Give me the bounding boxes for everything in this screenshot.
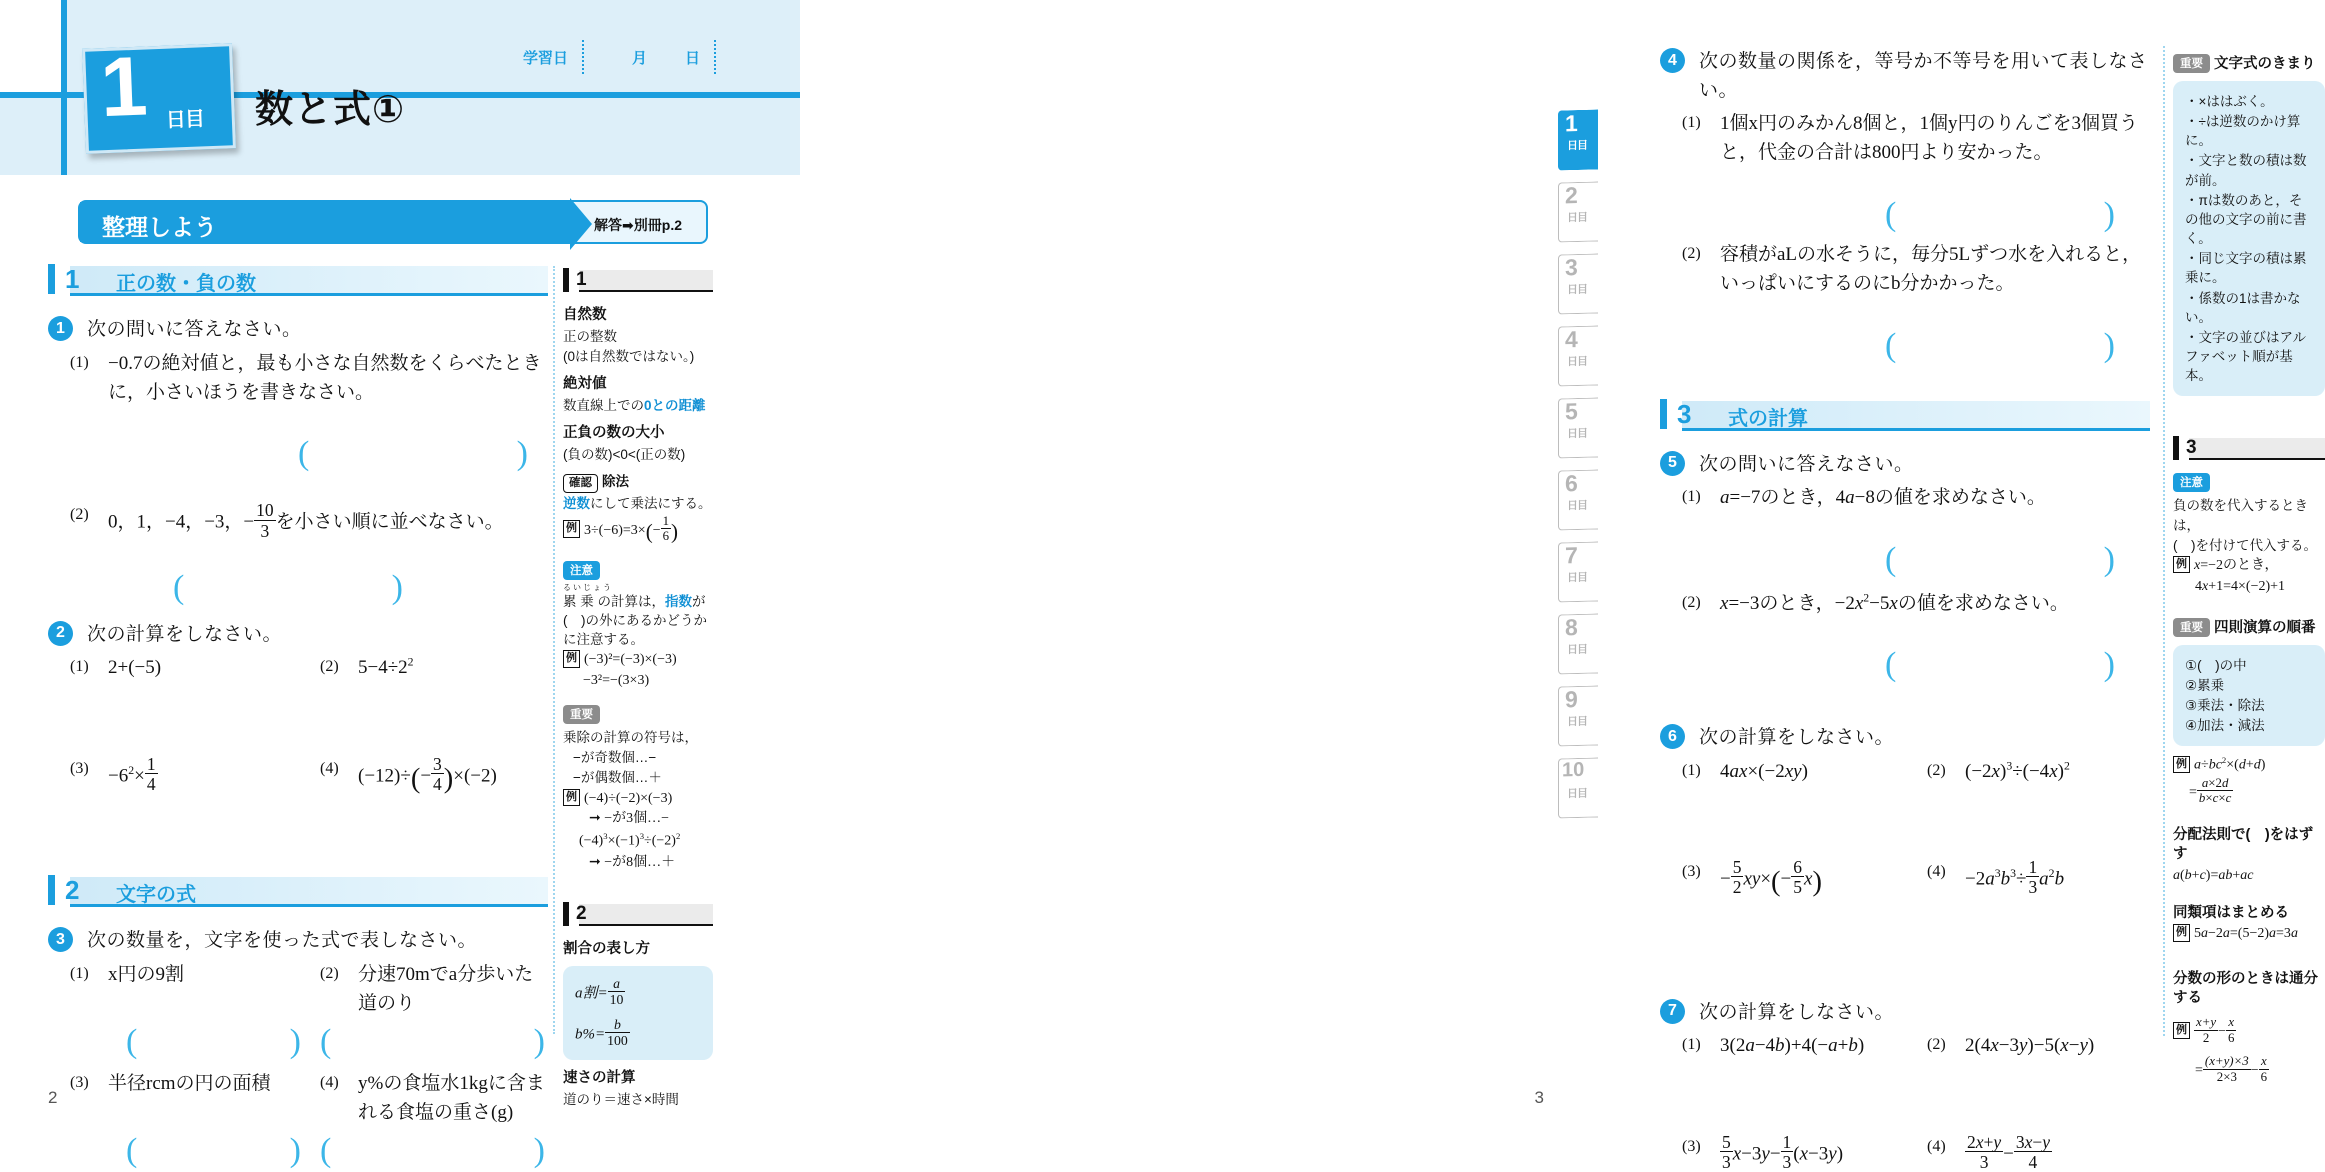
page-number-left: 2 [48,1088,58,1107]
item-text: 半径rcmの円の面積 [108,1072,271,1094]
item-2-2 [298,653,548,682]
note-heading-natural-number: 自然数 [563,307,607,323]
example-tag: 例 [2173,556,2190,574]
note-text: るいじょう 累 乗 の計算は，指数が( )の外にあるかどうかに注意する。 [563,584,713,649]
answer-reference: 解答➡別冊p.2 [594,217,682,233]
note-section-bar [2189,438,2325,460]
note-section-bar [579,904,713,926]
formula-wari: a割= $\frac{a}{10}$ [575,975,624,1008]
question-prompt: 次の数量を，文字を使った式で表しなさい。 [87,930,478,952]
subsection-title: 式の計算 [1728,407,1808,430]
item-label: (2) [320,658,339,676]
item-expression: $\frac{2x+y}{3}$ − $\frac{3x-y}{4}$ [1967,1131,2050,1172]
item-2-4 [298,755,548,802]
note-example: 例 $\frac{x+y}{2}$ − $\frac{x}{6}$ [2173,1016,2325,1045]
answer-blank-3-4[interactable]: ( ) [320,1131,545,1169]
header-corner-white [0,0,61,92]
tab-day-2[interactable] [1558,181,1598,242]
question-5-head [1660,451,2150,480]
tab-unit: 日目 [1567,499,1587,513]
answer-blank-5-2[interactable]: ( ) [1885,646,2115,684]
rule-item: ・同じ文字の積は累乗に。 [2185,251,2307,286]
note-caution-block-2 [2173,474,2325,493]
item-7-3 [1660,1133,1905,1172]
item-expression: − $\frac{5}{2}$ xy×(− $\frac{6}{5}$ x) [1720,857,1822,898]
question-5-items [1660,483,2150,682]
item-label: (2) [70,506,89,524]
day-badge [82,38,236,154]
note-heading-absolute-value: 絶対値 [563,376,607,393]
note-example: 例 x=−2のとき， [2173,556,2325,576]
order-item: ④加法・減法 [2185,718,2265,734]
tab-day-5[interactable] [1558,397,1598,458]
note-section-header-2 [563,904,713,930]
note-text: (負の数)<0<(正の数) [563,447,686,462]
order-item: ①( )の中 [2185,657,2247,673]
item-label: (1) [1682,488,1701,506]
item-label: (3) [1682,863,1701,881]
answer-blank-4-2[interactable]: ( ) [1885,326,2115,364]
question-block-3 [48,927,548,1167]
subsection-header-2 [48,877,548,911]
tab-number: 6 [1565,470,1578,497]
study-date-label: 学習日 [522,49,568,67]
rule-item: ・係数の1は書かない。 [2185,290,2301,325]
question-prompt: 次の計算をしなさい。 [1699,1001,1895,1023]
day-badge-unit: 日目 [165,108,205,132]
tab-number: 5 [1565,398,1578,425]
item-label: (1) [1682,1036,1701,1054]
item-text: x円の9割 [108,963,185,985]
note-heading-operation-order: 四則演算の順番 [2214,619,2316,636]
item-4-1 [1660,109,2150,168]
question-3-head [48,927,548,956]
item-expression: 2+(−5) [108,657,162,679]
question-number-badge: 4 [1660,48,1685,73]
tab-unit: 日目 [1567,787,1587,801]
tab-number: 7 [1565,542,1578,569]
important-tag: 重要 [2173,54,2210,73]
note-text: −が偶数個…＋ [573,770,662,786]
note-heading-letter-rules: 文字式のきまり [2214,56,2316,72]
tab-number: 1 [1565,110,1578,137]
tab-number: 9 [1565,686,1578,713]
tab-number: 3 [1565,254,1578,281]
right-note-column [2173,52,2325,1086]
question-6-head [1660,724,2150,753]
item-4-2 [1660,240,2150,299]
tab-day-7[interactable] [1558,541,1598,602]
example-tag: 例 [563,789,580,807]
right-page [800,0,2318,1172]
subsection-number: 3 [1660,399,1691,429]
note-example-cont: = $\frac{a\times 2d}{b\times c\times c}$ [2189,775,2232,806]
item-text: a=−7のとき，4a−8の値を求めなさい。 [1720,487,2046,509]
day-badge-number: 1 [98,38,150,135]
tab-day-4[interactable] [1558,325,1598,386]
note-example-cont: 4x+1=4×(−2)+1 [2195,578,2286,594]
note-text: 負の数を代入するときは， [2173,498,2308,533]
note-text: 数直線上での0との距離 [563,398,706,413]
item-3-2 [298,960,548,1019]
note-important-block-letters [2173,52,2325,74]
question-prompt: 次の計算をしなさい。 [87,623,283,645]
item-text: 0，1，−4，−3，− $\frac{10}{3}$ を小さい順に並べなさい。 [108,500,504,541]
note-heading-distributive: 分配法則で( )をはずす [2173,827,2314,862]
caution-tag: 注意 [2173,473,2210,492]
item-7-2 [1905,1031,2150,1060]
item-6-2 [1905,757,2150,786]
tab-day-1[interactable] [1558,109,1598,170]
tab-unit: 日目 [1567,643,1587,657]
item-7-1 [1660,1031,1905,1060]
note-example: 例 5a−2a=(5−2)a=3a [2173,924,2325,944]
item-row [48,653,548,682]
subsection-header-3 [1660,398,2150,435]
note-example: 例 3÷(−6)=3×(− $\frac{1}{6}$ ) [563,515,713,547]
item-label: (1) [1682,761,1701,779]
note-text: 逆数にして乗法にする。 [563,496,712,512]
question-7-head [1660,999,2150,1028]
left-column-divider [553,266,555,1034]
question-block-6 [1660,724,2150,905]
left-main-column [48,266,548,1168]
note-text: 道のり＝速さ×時間 [563,1092,679,1108]
item-6-1 [1660,757,1905,786]
study-date-divider-1 [582,40,584,74]
note-heading-ratio: 割合の表し方 [563,940,650,957]
example-tag: 例 [2173,924,2190,942]
example-tag: 例 [563,650,580,668]
tab-day-6[interactable] [1558,469,1598,530]
study-date-day-label: 日 [684,49,700,67]
item-1-1 [48,349,548,408]
item-3-4 [298,1069,548,1128]
right-main-column [1660,48,2150,1172]
answer-blank-1-2[interactable]: ( ) [173,568,403,606]
item-5-2 [1660,589,2150,618]
note-example: 例 (−4)÷(−2)×(−3) [563,789,713,809]
item-7-4 [1905,1133,2150,1172]
ribbon-title: 整理しよう [102,214,217,240]
answer-blank-3-2[interactable]: ( ) [320,1022,545,1060]
note-text: −が奇数個…− [573,750,657,766]
item-label: (2) [1682,244,1701,262]
item-label: (2) [1927,1036,1946,1054]
example-tag: 例 [2173,1022,2190,1040]
question-3-items [48,960,548,1168]
question-block-7 [1660,999,2150,1172]
note-example-cont: ➞ −が3個…− [589,811,670,827]
item-label: (3) [70,759,89,777]
order-item: ②累乗 [2185,677,2225,693]
item-text: 分速70mでa分歩いた道のり [358,963,534,1015]
item-5-1 [1660,483,2150,512]
answer-row [48,1131,548,1169]
tab-day-3[interactable] [1558,253,1598,314]
item-row [48,755,548,802]
tab-unit: 日目 [1567,355,1587,369]
note-example-cont: = $\frac{(x+y)\times 3}{2\times 3}$ − $\frac{x}{6}$ [2195,1054,2268,1084]
tab-number: 2 [1565,182,1578,209]
item-expression: $-2a^3b^3\div$ $\frac{1}{3}$ $a^2b$ [1965,857,2065,898]
left-page [0,0,800,1169]
note-example-cont: ➞ −が8個…＋ [589,854,676,870]
item-6-4 [1905,858,2150,897]
item-expression: $(-2x)^3\div(-4x)^2$ [1965,759,2070,782]
example-tag: 例 [563,520,580,538]
note-heading-like-terms: 同類項はまとめる [2173,904,2289,921]
note-check-division: 確認 除法 [563,472,713,493]
item-expression: $-6^2\times$ $\frac{1}{4}$ [108,753,156,795]
question-number-badge: 5 [1660,451,1685,476]
tab-unit: 日目 [1567,211,1587,225]
answer-blank-5-1[interactable]: ( ) [1885,540,2115,578]
important-tag: 重要 [2173,618,2210,637]
note-section-number: 3 [2173,436,2197,460]
rule-item: ・文字と数の積は数が前。 [2185,153,2307,188]
question-4-head [1660,48,2150,105]
question-1-items [48,349,548,605]
tab-day-10[interactable] [1558,757,1598,818]
question-number-badge: 1 [48,316,73,341]
item-row [48,1069,548,1128]
note-heading-magnitude: 正負の数の大小 [563,425,665,442]
item-label: (1) [1682,114,1701,131]
item-text: y%の食塩水1kgに含まれる食塩の重さ(g) [358,1072,545,1124]
note-section-header-3 [2173,438,2325,464]
page-number-right: 3 [1534,1088,1544,1107]
note-section-number: 1 [563,268,587,292]
left-note-column [563,270,713,1110]
question-4-items [1660,109,2150,363]
note-heading-speed: 速さの計算 [563,1070,636,1087]
question-1-head [48,316,548,345]
item-expression: $\frac{5}{3}$ x−3y− $\frac{1}{3}$ (x−3y) [1722,1131,1844,1172]
answer-blank-1-1[interactable]: ( ) [298,435,528,473]
item-row [48,960,548,1019]
item-expression: $5-4\div 2^2$ [358,655,414,679]
item-label: (3) [1682,1137,1701,1155]
question-prompt: 次の問いに答えなさい。 [87,319,302,340]
check-tag: 確認 [563,474,598,493]
rule-item: ・文字の並びはアルファベット順が基本。 [2185,329,2306,384]
question-prompt: 次の数量の関係を，等号か不等号を用いて表しなさい。 [1699,51,2148,101]
item-text: 1個x円のみかん8個と，1個y円のりんごを3個買うと，代金の合計は800円より安かった。 [1720,113,2139,164]
note-section-number: 2 [563,902,587,926]
tab-unit: 日目 [1567,139,1587,153]
note-box-operation-order [2173,645,2325,747]
note-caution-block-1 [563,562,713,581]
item-6-3 [1660,858,1905,905]
question-2-items [48,653,548,801]
question-6-items [1660,757,2150,905]
tab-number: 10 [1562,758,1585,782]
order-item: ③乗法・除法 [2185,697,2265,713]
rule-item: ・πは数のあと，その他の文字の前に書く。 [2185,192,2307,247]
question-2-head [48,621,548,650]
note-example: 例 $a\div bc^2\times(d+d)$ [2173,754,2325,776]
item-3-3 [48,1069,298,1098]
page-header-band [0,0,800,175]
subsection-number: 2 [48,875,79,905]
note-text: (0は自然数ではない。) [563,349,695,364]
item-row [1660,1133,2150,1172]
example-tag: 例 [2173,756,2190,774]
caution-tag: 注意 [563,561,600,580]
item-label: (4) [320,759,339,777]
tab-unit: 日目 [1567,283,1587,297]
day-tabs [1554,110,1600,830]
item-label: (3) [70,1073,89,1091]
item-row [1660,858,2150,905]
tab-day-9[interactable] [1558,685,1598,746]
item-label: (1) [70,353,89,371]
question-number-badge: 3 [48,927,73,952]
tab-number: 4 [1565,326,1578,353]
item-label: (2) [320,964,339,982]
subsection-title: 文字の式 [116,884,196,907]
note-example-cont: $(-4)^3\times(-1)^3\div(-2)^2$ [579,831,681,849]
question-prompt: 次の問いに答えなさい。 [1699,453,1914,475]
note-section-bar [579,270,713,292]
note-text: ( )を付けて代入する。 [2173,537,2317,553]
note-important-block-order [2173,616,2325,638]
note-section-header-1 [563,270,713,296]
note-example-cont: −3²=−(3×3) [583,673,650,689]
note-formula-box-ratio [563,966,713,1061]
item-expression: 4ax×(−2xy) [1720,760,1808,782]
tab-number: 8 [1565,614,1578,641]
note-text: a(b+c)=ab+ac [2173,867,2254,883]
tab-unit: 日目 [1567,571,1587,585]
tab-day-8[interactable] [1558,613,1598,674]
tab-unit: 日目 [1567,427,1587,441]
item-row [1660,1031,2150,1060]
item-expression: (−12)÷(− $\frac{3}{4}$ )×(−2) [358,753,497,795]
page-title: 数と式① [255,89,406,131]
subsection-number: 1 [48,264,79,294]
item-1-2 [48,501,548,540]
answer-blank-4-1[interactable]: ( ) [1885,195,2115,233]
section-ribbon [78,200,708,244]
tab-unit: 日目 [1567,715,1587,729]
question-block-1 [48,316,548,605]
study-date-divider-2 [714,40,716,74]
subsection-header-1 [48,266,548,300]
item-label: (2) [1927,761,1946,779]
item-text: 容積がaLの水そうに，毎分5Lずつ水を入れると，いっぱいにするのにb分かかった。 [1720,243,2142,295]
item-3-1 [48,960,298,989]
ruby-text: るいじょう [563,582,613,592]
question-block-2 [48,621,548,802]
right-column-divider [2163,46,2165,1036]
header-vertical-rule [61,0,67,175]
item-label: (2) [1682,593,1701,611]
question-number-badge: 2 [48,621,73,646]
question-block-4 [1660,48,2150,363]
item-label: (1) [70,658,89,676]
note-box-letter-rules [2173,81,2325,396]
note-text: 乗除の計算の符号は， [563,730,698,746]
item-label: (4) [1927,1137,1946,1155]
rule-item: ・÷は逆数のかけ算に。 [2185,114,2301,149]
item-text: x=−3のとき，$-2x^2-5x$の値を求めなさい。 [1720,591,2069,614]
study-date-field[interactable] [523,40,720,74]
important-tag: 重要 [563,705,600,724]
item-expression: 2(4x−3y)−5(x−y) [1965,1035,2095,1057]
note-important-block-1 [563,706,713,725]
question-7-items [1660,1031,2150,1172]
item-2-3 [48,755,298,794]
item-expression: 3(2a−4b)+4(−a+b) [1720,1035,1865,1057]
item-2-1 [48,653,298,682]
item-text: −0.7の絶対値と，最も小さな自然数をくらべたときに，小さいほうを書きなさい。 [108,352,542,403]
item-label: (1) [70,964,89,982]
note-example: 例 (−3)²=(−3)×(−3) [563,650,713,670]
study-date-month-label: 月 [631,49,647,67]
item-label: (4) [320,1073,339,1091]
rule-item: ・×ははぶく。 [2185,94,2274,109]
question-number-badge: 7 [1660,999,1685,1024]
note-text: 正の整数 [563,328,617,344]
answer-blank-3-1[interactable]: ( ) [126,1022,301,1060]
note-heading-common-denominator: 分数の形のときは通分する [2173,971,2318,1007]
item-label: (4) [1927,863,1946,881]
question-block-5 [1660,451,2150,682]
answer-row [48,1022,548,1060]
subsection-title: 正の数・負の数 [116,273,256,295]
answer-blank-3-3[interactable]: ( ) [126,1131,301,1169]
formula-percent: b%= $\frac{b}{100}$ [575,1016,628,1049]
item-row [1660,757,2150,786]
question-number-badge: 6 [1660,724,1685,749]
question-prompt: 次の計算をしなさい。 [1699,727,1895,749]
